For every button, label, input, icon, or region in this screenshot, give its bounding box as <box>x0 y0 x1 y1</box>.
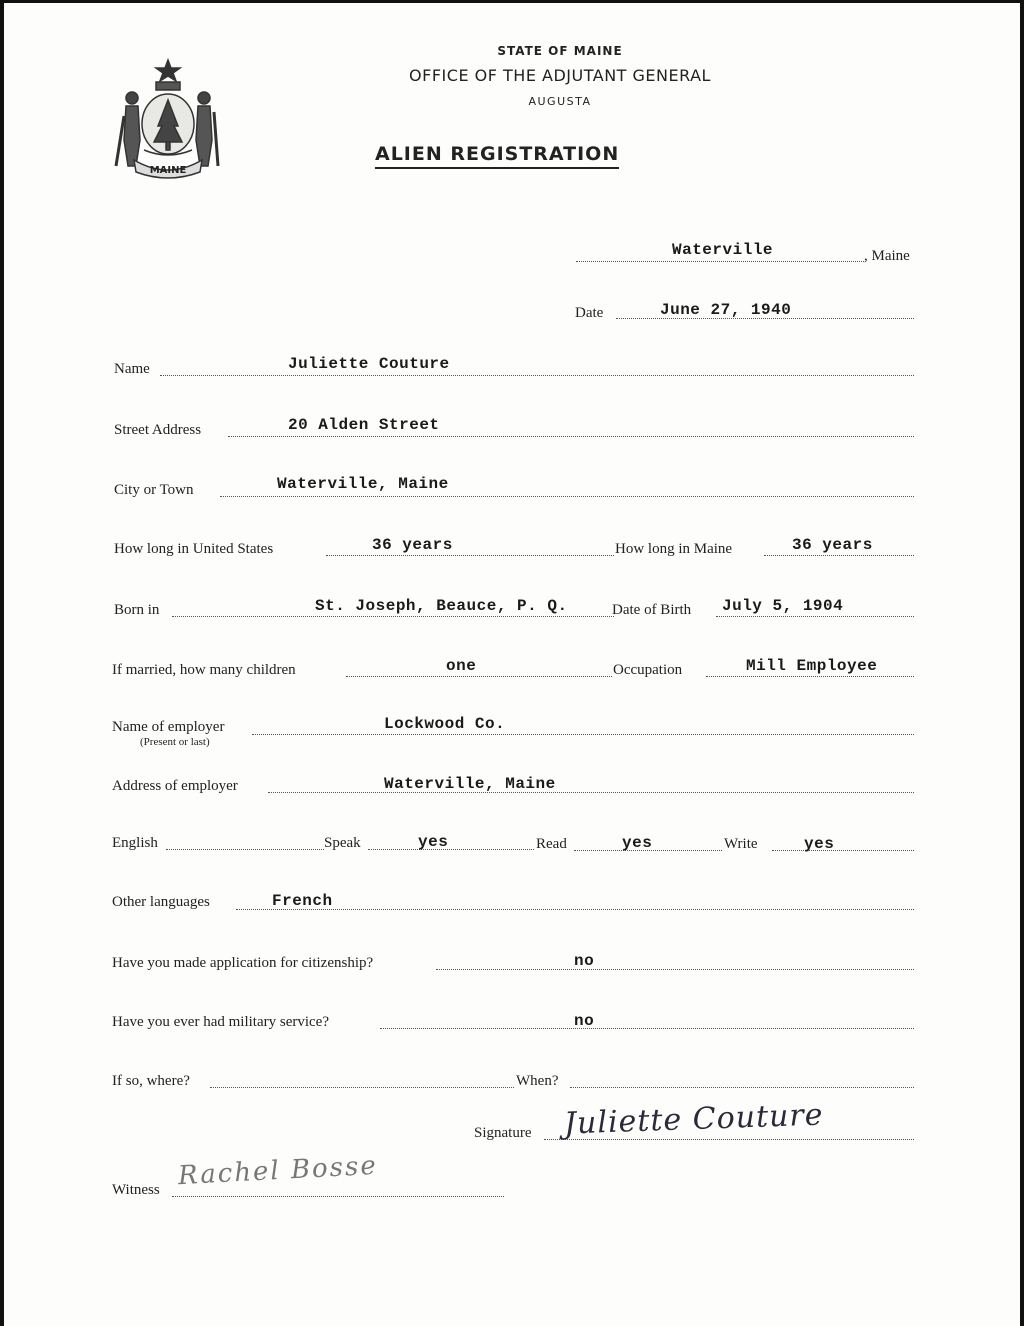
place-line <box>576 261 864 262</box>
us-duration-value[interactable]: 36 years <box>372 536 453 554</box>
dob-value[interactable]: July 5, 1904 <box>722 597 844 615</box>
dob-label: Date of Birth <box>612 602 692 618</box>
citizenship-label: Have you made application for citizenship? <box>112 955 374 971</box>
born-in-value[interactable]: St. Joseph, Beauce, P. Q. <box>315 597 568 615</box>
dob-line <box>716 616 914 617</box>
children-value[interactable]: one <box>446 657 477 675</box>
applicant-signature[interactable]: Juliette Couture <box>563 1097 825 1142</box>
write-label: Write <box>724 836 758 852</box>
us-duration-line <box>326 555 614 556</box>
where-label: If so, where? <box>112 1073 190 1089</box>
citizenship-line <box>436 969 914 970</box>
street-label: Street Address <box>114 422 202 438</box>
header-city: AUGUSTA <box>528 95 592 108</box>
employer-label: Name of employer <box>112 719 225 735</box>
street-line <box>228 436 914 437</box>
military-line <box>380 1028 914 1029</box>
born-in-label: Born in <box>114 602 160 618</box>
employer-sublabel: (Present or last) <box>140 736 210 748</box>
name-label: Name <box>114 361 150 377</box>
city-label: City or Town <box>114 482 194 498</box>
state-seal-icon <box>112 56 224 180</box>
employer-address-value[interactable]: Waterville, Maine <box>384 775 556 793</box>
occupation-line <box>706 676 914 677</box>
children-label: If married, how many children <box>112 662 296 678</box>
employer-value[interactable]: Lockwood Co. <box>384 715 506 733</box>
write-line <box>772 850 914 851</box>
english-line <box>166 849 324 850</box>
speak-label: Speak <box>324 835 361 851</box>
date-label: Date <box>575 305 604 321</box>
header-state: STATE OF MAINE <box>497 44 623 58</box>
scan-border-right <box>1020 0 1024 1326</box>
speak-line <box>368 849 534 850</box>
date-value[interactable]: June 27, 1940 <box>660 301 792 319</box>
military-label: Have you ever had military service? <box>112 1014 329 1030</box>
form-title: ALIEN REGISTRATION <box>375 143 619 169</box>
us-duration-label: How long in United States <box>114 541 274 557</box>
read-value[interactable]: yes <box>622 834 653 852</box>
signature-label: Signature <box>474 1125 532 1141</box>
maine-duration-label: How long in Maine <box>615 541 733 557</box>
witness-line <box>172 1196 504 1197</box>
city-line <box>220 496 914 497</box>
maine-duration-line <box>764 555 914 556</box>
other-languages-value[interactable]: French <box>272 892 333 910</box>
maine-duration-value[interactable]: 36 years <box>792 536 873 554</box>
city-value[interactable]: Waterville, Maine <box>277 475 449 493</box>
scan-border-top <box>0 0 1024 3</box>
employer-address-label: Address of employer <box>112 778 238 794</box>
street-value[interactable]: 20 Alden Street <box>288 416 440 434</box>
citizenship-value[interactable]: no <box>574 952 595 970</box>
witness-signature[interactable]: Rachel Bosse <box>177 1150 379 1192</box>
name-line <box>160 375 914 376</box>
speak-value[interactable]: yes <box>418 833 449 851</box>
occupation-value[interactable]: Mill Employee <box>746 657 878 675</box>
employer-address-line <box>268 792 914 793</box>
place-value[interactable]: Waterville <box>672 241 774 259</box>
when-line <box>570 1087 914 1088</box>
when-label: When? <box>516 1073 559 1089</box>
witness-label: Witness <box>112 1182 160 1198</box>
scan-border-left <box>0 0 4 1326</box>
place-suffix: , Maine <box>864 248 910 264</box>
other-languages-line <box>236 909 914 910</box>
born-in-line <box>172 616 614 617</box>
english-label: English <box>112 835 158 851</box>
read-label: Read <box>536 836 567 852</box>
military-value[interactable]: no <box>574 1012 595 1030</box>
where-line <box>210 1087 514 1088</box>
children-line <box>346 676 612 677</box>
occupation-label: Occupation <box>613 662 683 678</box>
write-value[interactable]: yes <box>804 835 835 853</box>
other-languages-label: Other languages <box>112 894 210 910</box>
employer-line <box>252 734 914 735</box>
seal-motto: MAINE <box>149 165 187 176</box>
name-value[interactable]: Juliette Couture <box>288 355 450 373</box>
header-office: OFFICE OF THE ADJUTANT GENERAL <box>409 66 711 85</box>
